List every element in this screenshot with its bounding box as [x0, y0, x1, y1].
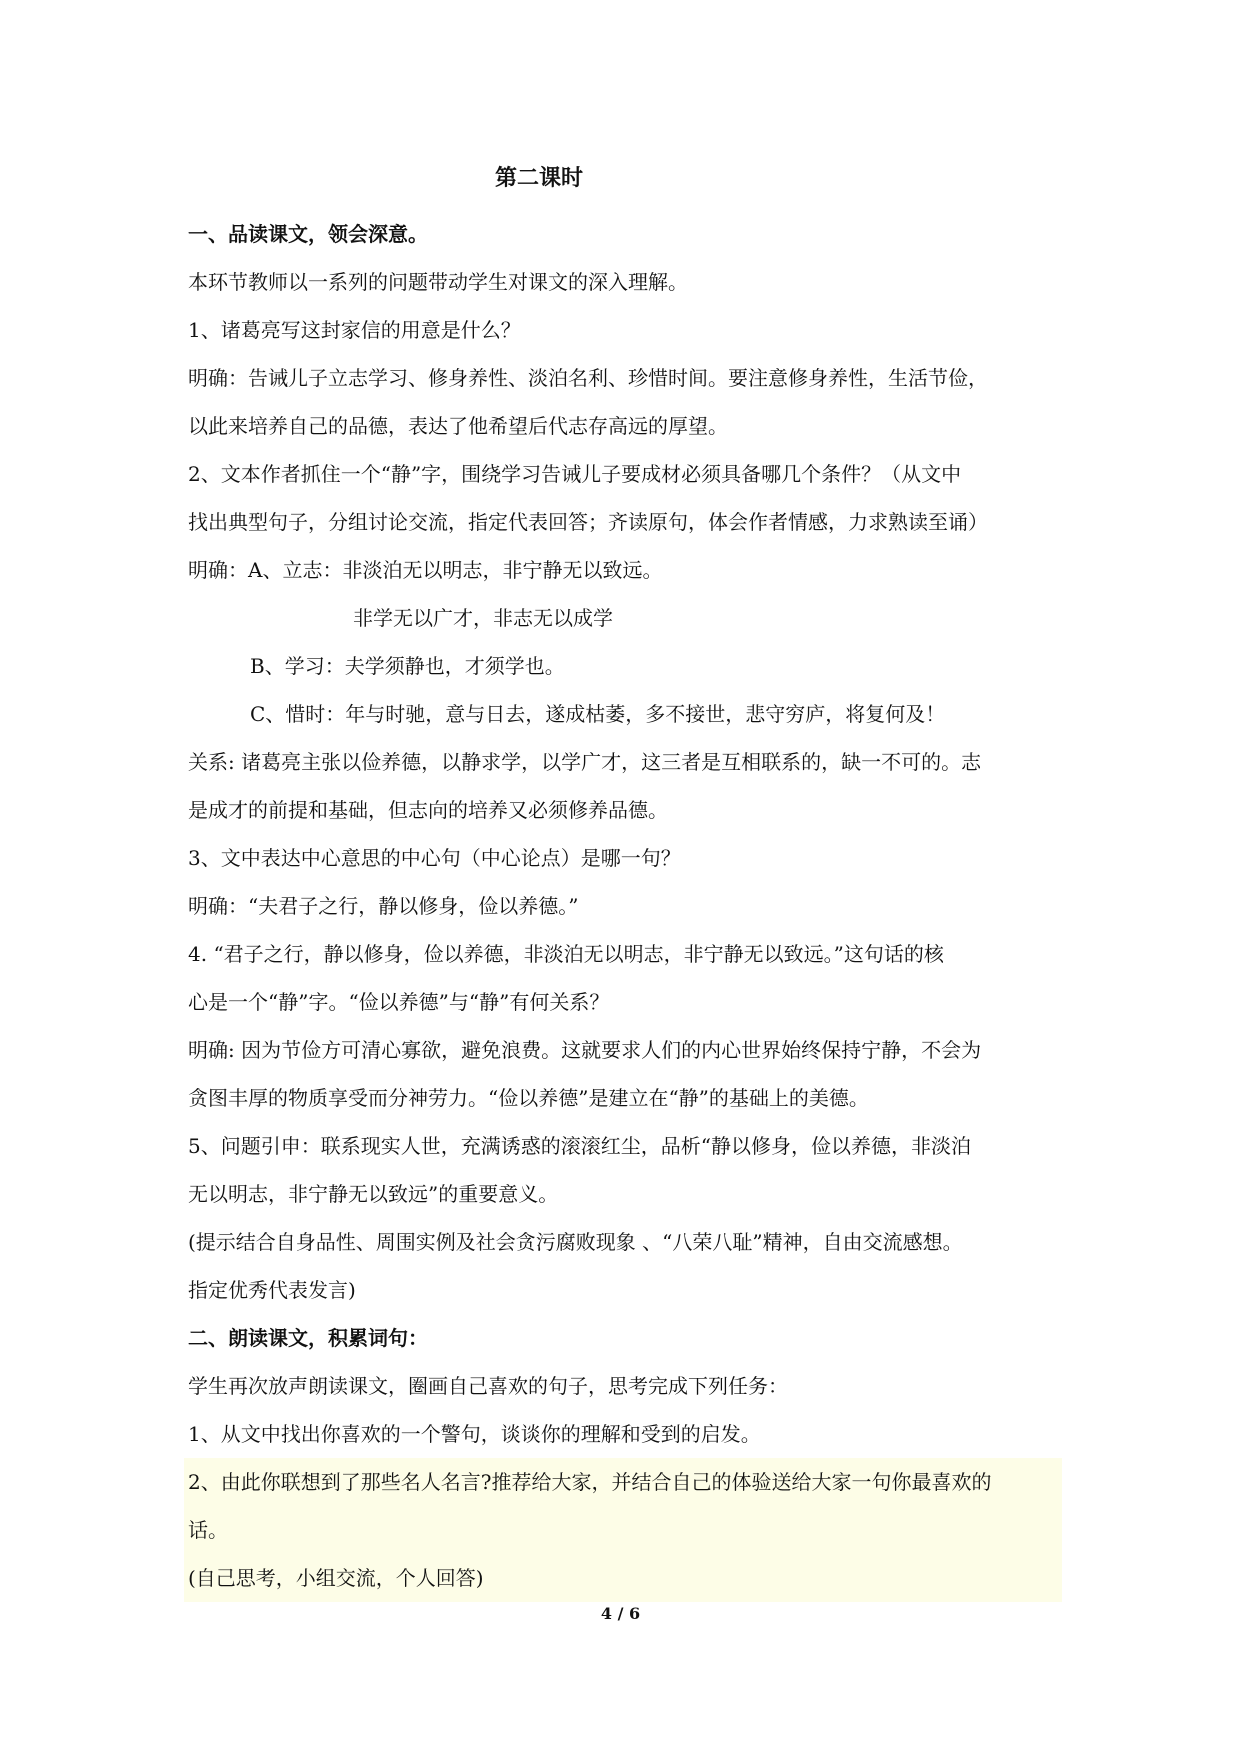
text-line: 2、由此你联想到了那些名人名言?推荐给大家，并结合自己的体验送给大家一句你最喜欢的 — [188, 1470, 992, 1494]
document-body — [188, 210, 1058, 1602]
text-line: 找出典型句子，分组讨论交流，指定代表回答；齐读原句，体会作者情感，力求熟读至诵） — [188, 510, 988, 534]
section-heading: 二、朗读课文，积累词句： — [188, 1326, 428, 1350]
text-line: 明确：告诫儿子立志学习、修身养性、淡泊名利、珍惜时间。要注意修身养性，生活节俭， — [188, 366, 988, 390]
text-line: 非学无以广才，非志无以成学 — [353, 606, 613, 630]
section-heading: 一、品读课文，领会深意。 — [188, 222, 428, 246]
paragraph-list — [188, 210, 1058, 1458]
page-number: 4 / 6 — [600, 1604, 641, 1623]
text-line: 指定优秀代表发言) — [188, 1278, 356, 1302]
text-line: 明确：A、立志：非淡泊无以明志，非宁静无以致远。 — [188, 558, 663, 582]
text-line: 2、文本作者抓住一个“静”字，围绕学习告诫儿子要成材必须具备哪几个条件？（从文中 — [188, 462, 962, 486]
text-line: 贪图丰厚的物质享受而分神劳力。“俭以养德”是建立在“静”的基础上的美德。 — [188, 1086, 869, 1110]
text-line: 3、文中表达中心意思的中心句（中心论点）是哪一句？ — [188, 846, 681, 870]
text-line: 以此来培养自己的品德，表达了他希望后代志存高远的厚望。 — [188, 414, 728, 438]
text-line: 无以明志，非宁静无以致远”的重要意义。 — [188, 1182, 559, 1206]
text-line: 1、诸葛亮写这封家信的用意是什么？ — [188, 318, 521, 342]
text-line: 是成才的前提和基础，但志向的培养又必须修养品德。 — [188, 798, 668, 822]
text-line: 4. “君子之行，静以修身，俭以养德，非淡泊无以明志，非宁静无以致远。”这句话的核 — [188, 942, 944, 966]
text-line: 话。 — [188, 1518, 228, 1542]
highlighted-block — [184, 1458, 1062, 1602]
text-line: 明确：“夫君子之行，静以修身，俭以养德。” — [188, 894, 579, 918]
text-line: 心是一个“静”字。“俭以养德”与“静”有何关系？ — [188, 990, 610, 1014]
text-line: 5、问题引申：联系现实人世，充满诱惑的滚滚红尘，品析“静以修身，俭以养德，非淡泊 — [188, 1134, 971, 1158]
text-line: 本环节教师以一系列的问题带动学生对课文的深入理解。 — [188, 270, 688, 294]
text-line: C、惜时：年与时驰，意与日去，遂成枯萎，多不接世，悲守穷庐，将复何及！ — [250, 702, 946, 726]
text-line: 1、从文中找出你喜欢的一个警句，谈谈你的理解和受到的启发。 — [188, 1422, 761, 1446]
page-title: 第二课时 — [494, 165, 583, 191]
text-line: B、学习：夫学须静也，才须学也。 — [250, 654, 565, 678]
text-line: 关系: 诸葛亮主张以俭养德，以静求学，以学广才，这三者是互相联系的，缺一不可的。志 — [188, 750, 982, 774]
text-line: (自己思考，小组交流，个人回答) — [188, 1566, 484, 1590]
text-line: 明确: 因为节俭方可清心寡欲，避免浪费。这就要求人们的内心世界始终保持宁静，不会为 — [188, 1038, 982, 1062]
text-line: (提示结合自身品性、周围实例及社会贪污腐败现象 、“八荣八耻”精神，自由交流感想。 — [188, 1230, 963, 1254]
text-line: 学生再次放声朗读课文，圈画自己喜欢的句子，思考完成下列任务： — [188, 1374, 788, 1398]
